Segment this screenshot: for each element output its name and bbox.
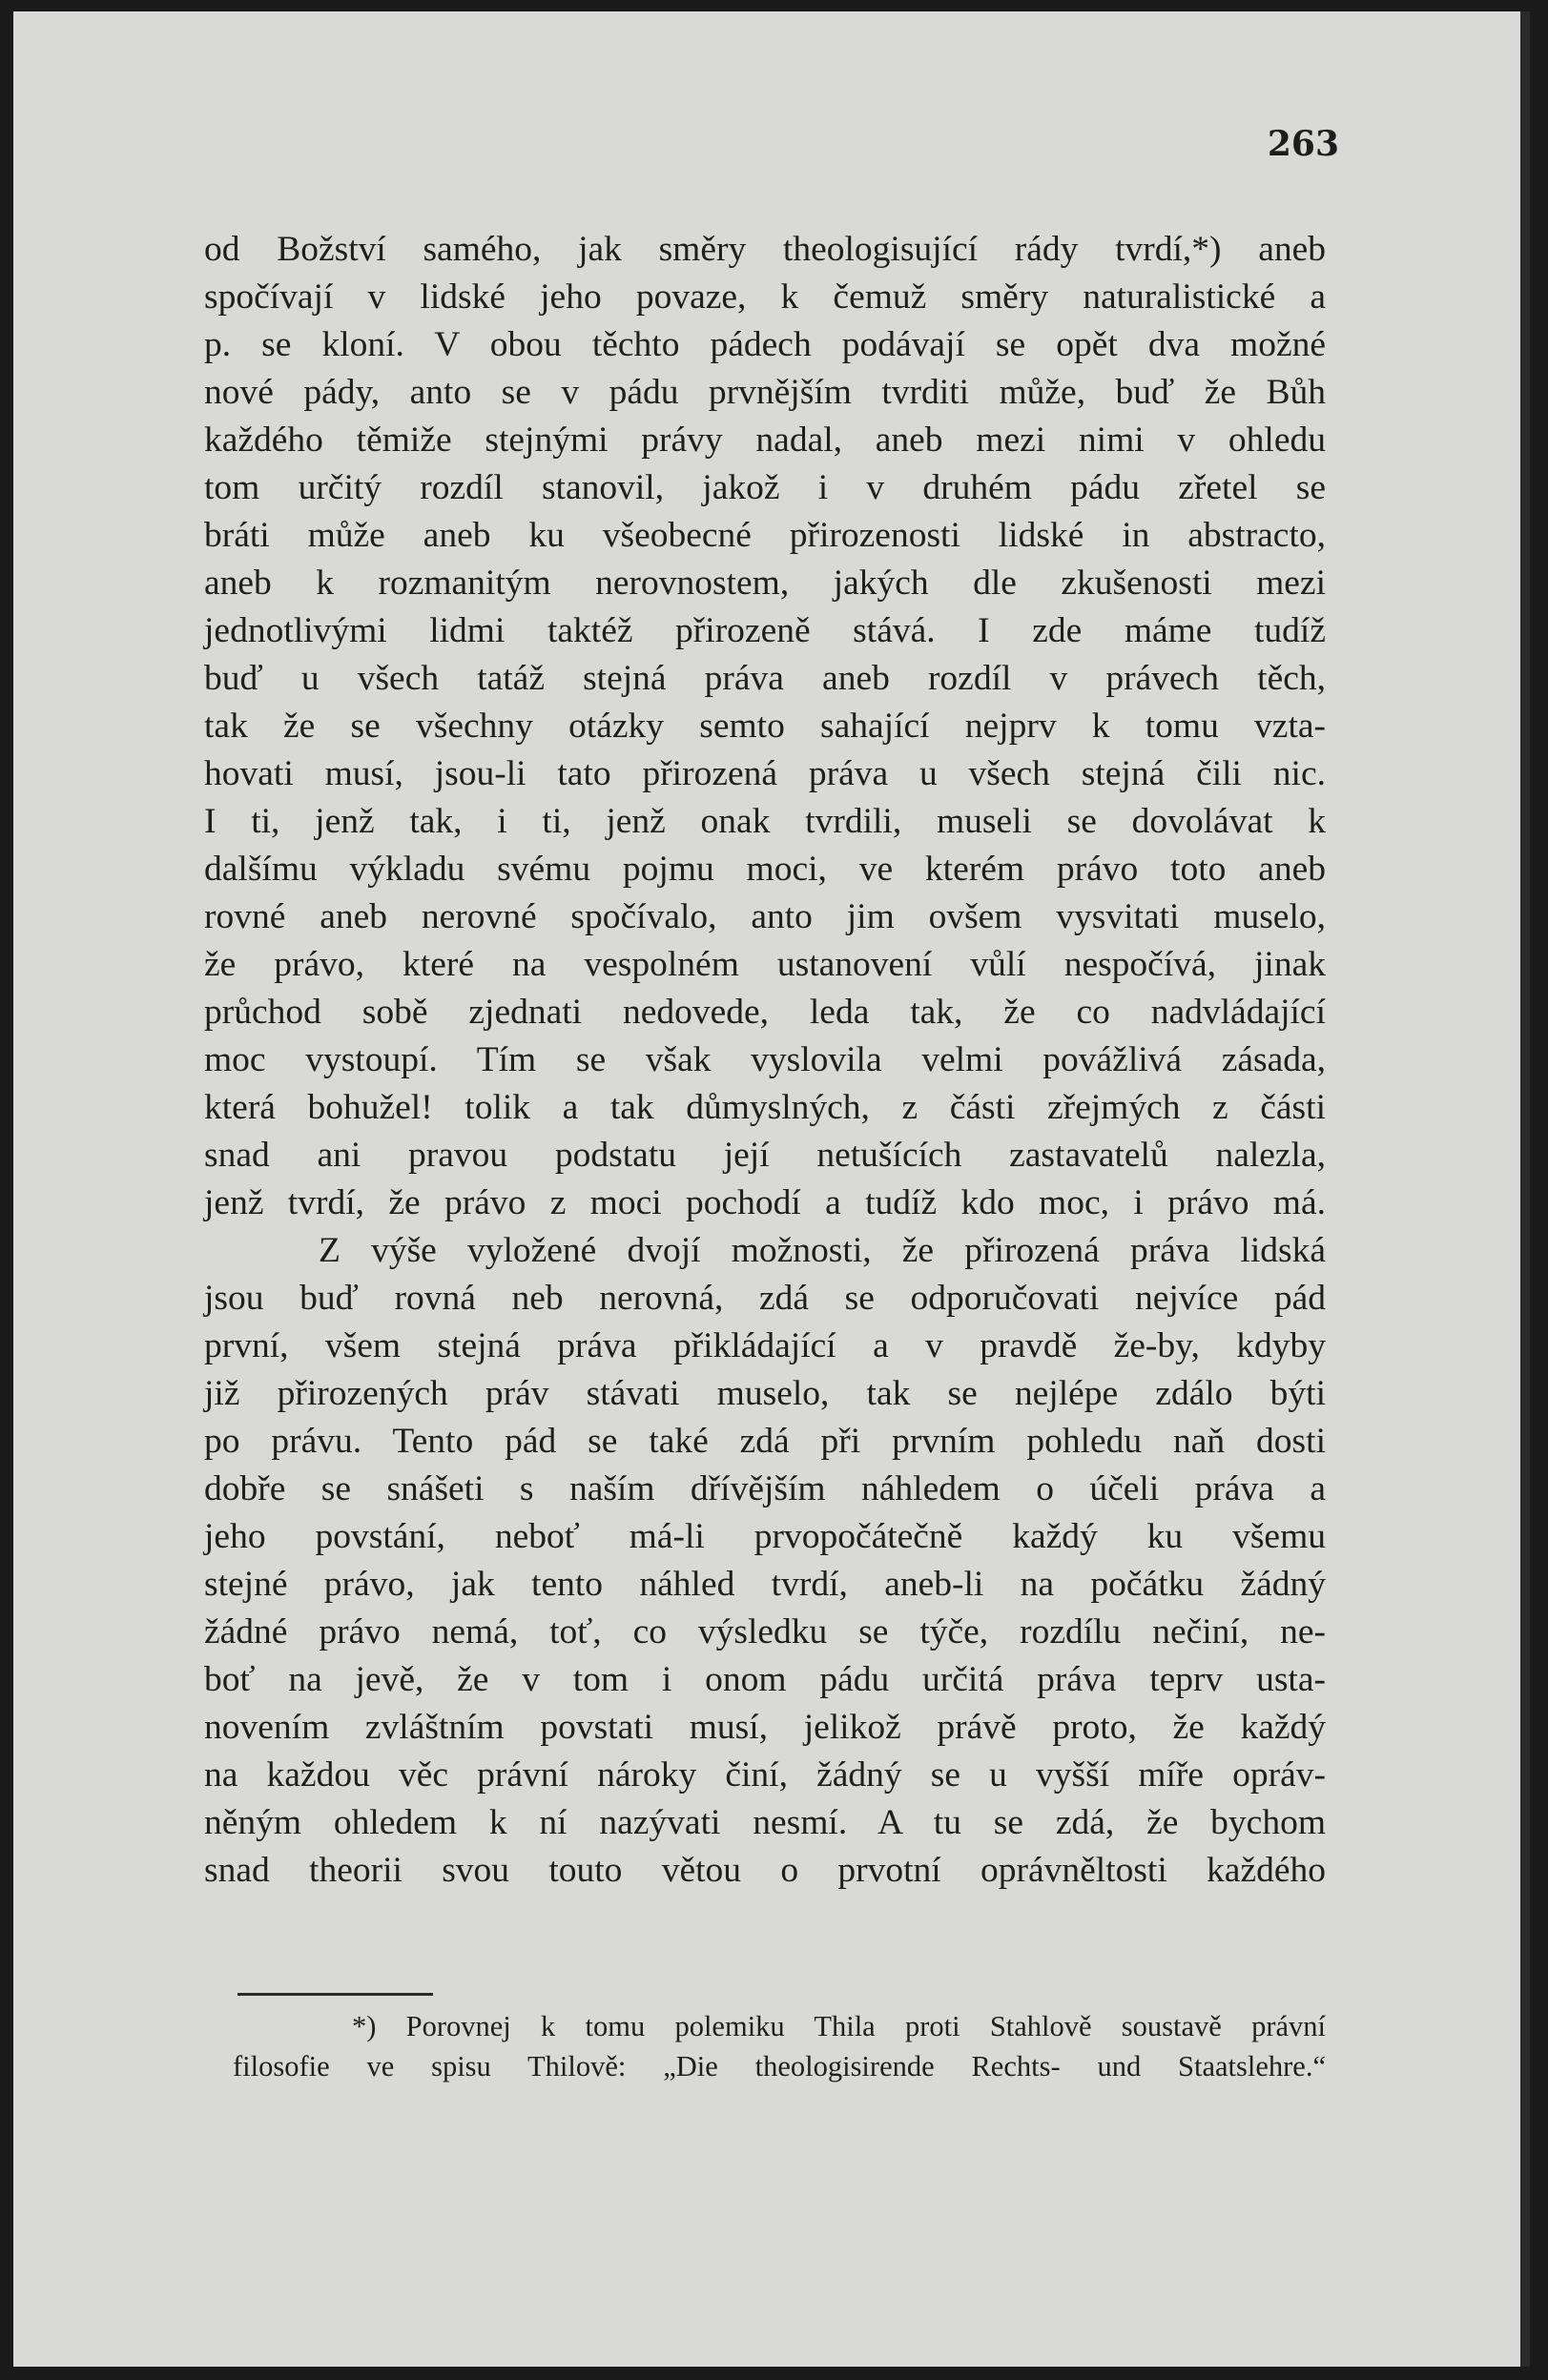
text-line: hovati musí, jsou-li tato přirozená práva u všech stejná čili nic. <box>204 754 1326 793</box>
footnote-divider <box>237 1993 433 1996</box>
text-line: nové pády, anto se v pádu prvnějším tvrditi může, buď že Bůh <box>204 373 1326 412</box>
text-line: jeho povstání, neboť má-li prvopočátečně každý ku všemu <box>204 1517 1326 1556</box>
text-line: boť na jevě, že v tom i onom pádu určitá práva teprv usta- <box>204 1660 1326 1699</box>
text-line: tak že se všechny otázky semto sahající nejprv k tomu vzta- <box>204 707 1326 746</box>
text-line: jenž tvrdí, že právo z moci pochodí a tudíž kdo moc, i právo má. <box>204 1183 1326 1222</box>
text-line: po právu. Tento pád se také zdá při prvním pohledu naň dosti <box>204 1422 1326 1461</box>
text-line: každého těmiže stejnými právy nadal, aneb mezi nimi v ohledu <box>204 421 1326 460</box>
footnote-line: filosofie ve spisu Thilově: „Die theologisirende Rechts- und Staatslehre.“ <box>233 2050 1326 2082</box>
text-line: že právo, které na vespolném ustanovení vůlí nespočívá, jinak <box>204 945 1326 984</box>
paragraph-start-line: Z výše vyložené dvojí možnosti, že přirozená práva lidská <box>319 1231 1326 1270</box>
text-line: p. se kloní. V obou těchto pádech podávají se opět dva možné <box>204 325 1326 364</box>
page-number: 263 <box>1267 124 1339 164</box>
text-line: která bohužel! tolik a tak důmyslných, z části zřejmých z části <box>204 1088 1326 1127</box>
text-line: bráti může aneb ku všeobecné přirozenosti lidské in abstracto, <box>204 516 1326 555</box>
footnote-line: *) Porovnej k tomu polemiku Thila proti Stahlově soustavě právní <box>352 2010 1326 2042</box>
text-line: spočívají v lidské jeho povaze, k čemuž směry naturalistické a <box>204 277 1326 317</box>
text-line: stejné právo, jak tento náhled tvrdí, aneb-li na počátku žádný <box>204 1565 1326 1604</box>
text-line: dalšímu výkladu svému pojmu moci, ve kterém právo toto aneb <box>204 850 1326 889</box>
text-line: snad ani pravou podstatu její netušících zastavatelů nalezla, <box>204 1136 1326 1175</box>
text-line: průchod sobě zjednati nedovede, leda tak, že co nadvládající <box>204 993 1326 1032</box>
text-line: moc vystoupí. Tím se však vyslovila velmi povážlivá zásada, <box>204 1040 1326 1079</box>
footnote <box>233 2006 1326 2086</box>
text-line: na každou věc právní nároky činí, žádný se u vyšší míře opráv- <box>204 1755 1326 1795</box>
text-line: novením zvláštním povstati musí, jelikož právě proto, že každý <box>204 1708 1326 1747</box>
text-line: tom určitý rozdíl stanovil, jakož i v druhém pádu zřetel se <box>204 468 1326 507</box>
text-line: něným ohledem k ní nazývati nesmí. A tu se zdá, že bychom <box>204 1803 1326 1842</box>
book-page <box>13 11 1530 2367</box>
text-line: žádné právo nemá, toť, co výsledku se týče, rozdílu nečiní, ne- <box>204 1612 1326 1652</box>
text-line: první, všem stejná práva přikládající a v pravdě že-by, kdyby <box>204 1326 1326 1365</box>
text-line: již přirozených práv stávati muselo, tak se nejlépe zdálo býti <box>204 1374 1326 1413</box>
text-line: aneb k rozmanitým nerovnostem, jakých dle zkušenosti mezi <box>204 564 1326 603</box>
text-line: od Božství samého, jak směry theologisující rády tvrdí,*) aneb <box>204 230 1326 269</box>
text-line: jednotlivými lidmi taktéž přirozeně stává. I zde máme tudíž <box>204 611 1326 650</box>
text-line: dobře se snášeti s naším dřívějším náhledem o účeli práva a <box>204 1469 1326 1508</box>
text-line: snad theorii svou touto větou o prvotní oprávněltosti každého <box>204 1851 1326 1890</box>
text-line: jsou buď rovná neb nerovná, zdá se odporučovati nejvíce pád <box>204 1279 1326 1318</box>
text-line: I ti, jenž tak, i ti, jenž onak tvrdili, museli se dovolávat k <box>204 802 1326 841</box>
text-line: rovné aneb nerovné spočívalo, anto jim ovšem vysvitati muselo, <box>204 897 1326 936</box>
body-text <box>204 226 1326 1895</box>
text-line: buď u všech tatáž stejná práva aneb rozdíl v právech těch, <box>204 659 1326 698</box>
